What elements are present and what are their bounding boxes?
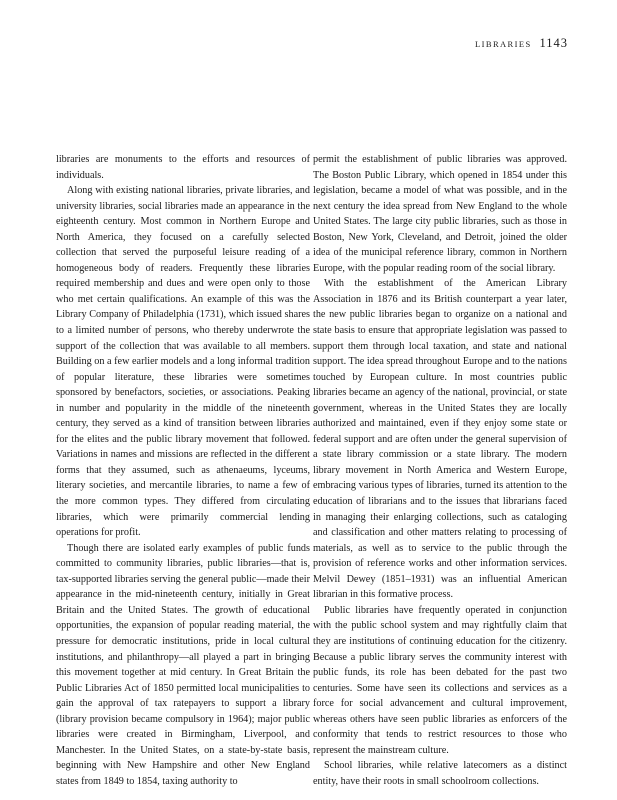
right-column bbox=[313, 152, 567, 789]
paragraph: With the establishment of the American Library Association in 1876 and its British counterpart a year later, the new public libraries began to organize on a national and state basis to ensure that appropriate legislation was passed to support them through local taxation, and state and national support. The idea spread throughout Europe and to the nations touched by European culture. In most countries public libraries became an agency of the national, provincial, or state government, whereas in the United States they are locally authorized and maintained, even if they enjoy some state or federal support and are often under the general supervision of a state library commission or a state library. The modern library movement in North America and Western Europe, embracing various types of libraries, turned its attention to the education of librarians and to the issues that librarians faced in managing their enlarging collections, such as cataloging and classification and other matters relating to processing of materials, as well as to service to the public through the provision of reference works and other information services. Melvil Dewey (1851–1931) was an influential American librarian in this formative process. bbox=[313, 278, 567, 601]
paragraph: Though there are isolated early examples of public funds committed to community libraries, public libraries—that is, tax-supported libraries serving the general public—made their appearance in the mid-nineteenth century, initially in Great Britain and the United States. The growth of educational opportunities, the expansion of popular reading material, the pressure for democratic institutions, pride in local cultural institutions, and philanthropy—all played a part in bringing this movement together at mid century. In Great Britain the Public Libraries Act of 1850 permitted local municipalities to gain the approval of tax ratepayers to support a library (library provision became compulsory in 1964); major public libraries were created in Birmingham, Liverpool, and Manchester. In the United States, on a state-by-state basis, beginning with New Hampshire and other New England states from 1849 to 1854, taxing authority to bbox=[56, 542, 310, 787]
paragraph: permit the establishment of public libraries was approved. The Boston Public Library, which opened in 1854 under this legislation, became a model of what was possible, and in the next century the idea spread from New England to the whole United States. The large city public libraries, such as those in Boston, New York, Cleveland, and Detroit, joined the older idea of the municipal reference library, common in Northern Europe, with the popular reading room of the social library. bbox=[313, 154, 567, 274]
paragraph: School libraries, while relative latecomers as a distinct entity, have their roots in small schoolroom collections. bbox=[313, 760, 567, 787]
page-number: 1143 bbox=[539, 36, 568, 50]
left-column bbox=[56, 152, 310, 789]
running-head bbox=[475, 36, 568, 51]
paragraph: Public libraries have frequently operated in conjunction with the public school system and may rightfully claim that they are institutions of continuing education for the citizenry. Because a public library serves the community interest with public funds, its role has been debated for the past two centuries. Some have seen its collections and services as a force for social advancement and cultural improvement, whereas others have seen public libraries as enforcers of the conformity that tends to restrict resources to those who represent the mainstream culture. bbox=[313, 604, 567, 756]
running-head-section: LIBRARIES bbox=[475, 39, 532, 49]
paragraph: Along with existing national libraries, private libraries, and university libraries, social libraries made an appearance in the eighteenth century. Most common in Northern Europe and North America, they focused on a carefully selected collection that served the purposeful leisure reading of a homogeneous body of readers. Frequently these libraries required membership and dues and were open only to those who met certain qualifications. An example of this was the Library Company of Philadelphia (1731), which issued shares to a limited number of persons, who thereby underwrote the support of the collection that was available to all members. Building on a few earlier models and a long informal tradition of popular literature, these libraries were sometimes sponsored by benefactors, societies, or associations. Peaking in number and popularity in the middle of the nineteenth century, they served as a kind of transition between libraries for the elites and the public library movement that followed. Variations in names and missions are reflected in the different forms that they assumed, such as athenaeums, lyceums, literary societies, and mercantile libraries, to name a few of the more common types. They differed from circulating libraries, which were primarily commercial lending operations for profit. bbox=[56, 185, 310, 539]
paragraph: libraries are monuments to the efforts and resources of individuals. bbox=[56, 154, 310, 181]
